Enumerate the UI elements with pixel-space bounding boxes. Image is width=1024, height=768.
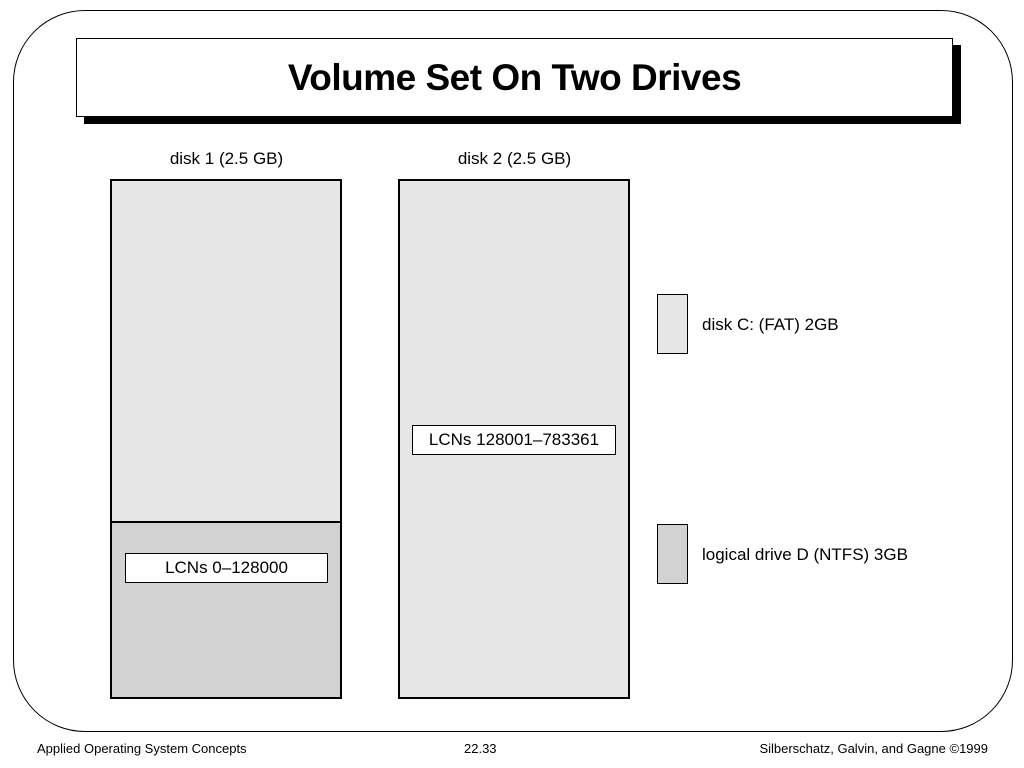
- disk-2-label: disk 2 (2.5 GB): [457, 149, 572, 168]
- disk-1: [110, 179, 342, 699]
- disk-1-lcn-range: LCNs 0–128000: [125, 553, 328, 583]
- footer-copyright: Silberschatz, Galvin, and Gagne ©1999: [759, 741, 988, 756]
- legend-label-fat: disk C: (FAT) 2GB: [702, 315, 839, 334]
- disk-1-label: disk 1 (2.5 GB): [169, 149, 284, 168]
- slide-title: Volume Set On Two Drives: [287, 56, 742, 98]
- disk-2-lcn-range: LCNs 128001–783361: [412, 425, 616, 455]
- legend-swatch-ntfs: [657, 524, 688, 584]
- legend-swatch-fat: [657, 294, 688, 354]
- disk-1-ntfs-segment: [112, 521, 340, 697]
- title-box: [76, 38, 953, 117]
- footer-course: Applied Operating System Concepts: [37, 741, 247, 756]
- legend-label-ntfs: logical drive D (NTFS) 3GB: [702, 545, 908, 564]
- footer-page-number: 22.33: [464, 741, 497, 756]
